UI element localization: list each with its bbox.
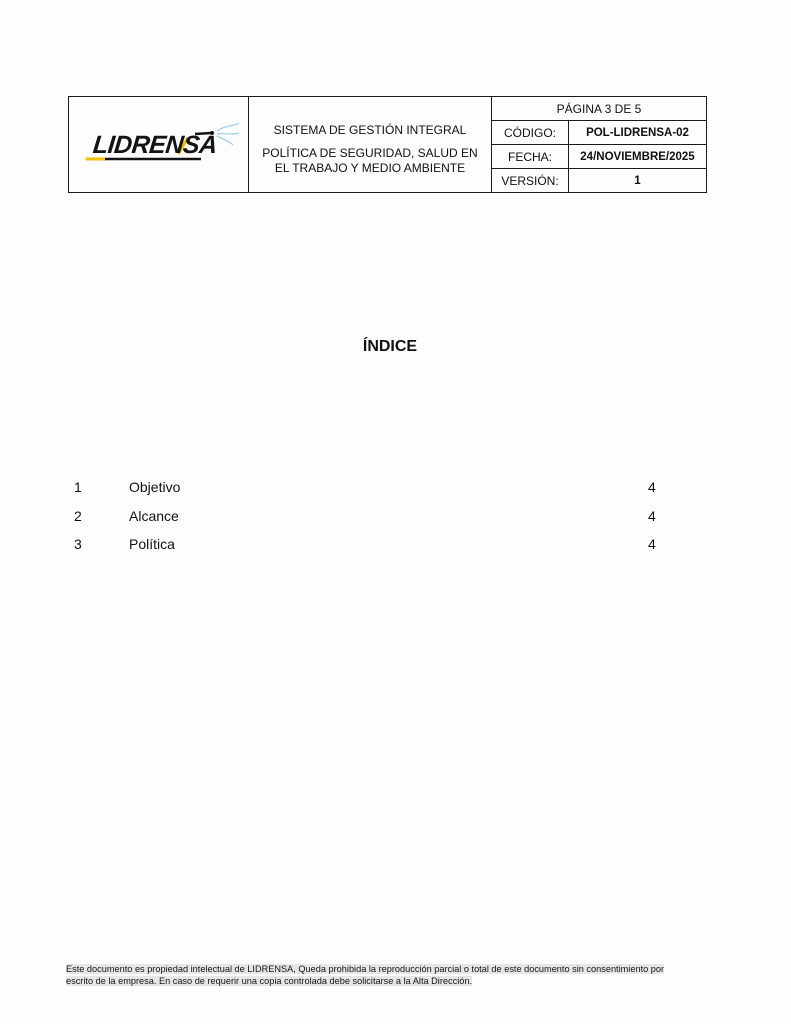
- version-label: VERSIÓN:: [492, 169, 569, 192]
- page-info: PÁGINA 3 DE 5: [556, 101, 642, 116]
- confidentiality-footer: [66, 964, 714, 987]
- document-metadata: [492, 97, 706, 192]
- table-of-contents: [74, 479, 664, 565]
- date-label: FECHA:: [492, 145, 569, 168]
- toc-item-label: Objetivo: [129, 479, 181, 495]
- company-logo: [83, 121, 243, 171]
- toc-item-page: 4: [648, 507, 656, 524]
- toc-item: [74, 508, 664, 537]
- toc-item-label: Política: [129, 536, 175, 552]
- page-info-row: [492, 97, 706, 121]
- toc-item-number: 3: [74, 536, 82, 552]
- toc-item-number: 1: [74, 479, 82, 495]
- date-row: [492, 145, 706, 169]
- version-row: [492, 169, 706, 192]
- document-title: POLÍTICA DE SEGURIDAD, SALUD EN EL TRABAJO Y MEDIO AMBIENTE: [262, 146, 478, 175]
- toc-item-page: 4: [648, 536, 656, 552]
- logo-wordmark: LIDRENSA: [91, 131, 219, 159]
- version-value: 1: [634, 174, 641, 187]
- toc-item-label: Alcance: [129, 507, 179, 524]
- system-title: SISTEMA DE GESTIÓN INTEGRAL: [273, 123, 467, 137]
- index-title: ÍNDICE: [362, 338, 418, 355]
- toc-item-page: 4: [648, 479, 656, 495]
- logo-cell: [69, 97, 249, 192]
- code-row: [492, 121, 706, 145]
- document-header-table: [68, 96, 707, 193]
- title-cell: [249, 97, 492, 192]
- footer-line-1: Este documento es propiedad intelectual de LIDRENSA, Queda prohibida la reproducción parcial o total de este documento sin consentimiento por: [66, 964, 665, 974]
- footer-line-2: escrito de la empresa. En caso de requerir una copia controlada debe solicitarse a la Alta Dirección.: [66, 975, 473, 986]
- toc-item-number: 2: [74, 507, 82, 524]
- date-value: 24/NOVIEMBRE/2025: [580, 150, 695, 163]
- code-label: CÓDIGO:: [492, 121, 569, 144]
- code-value: POL-LIDRENSA-02: [586, 126, 689, 139]
- toc-item: [74, 479, 664, 508]
- toc-item: [74, 536, 664, 565]
